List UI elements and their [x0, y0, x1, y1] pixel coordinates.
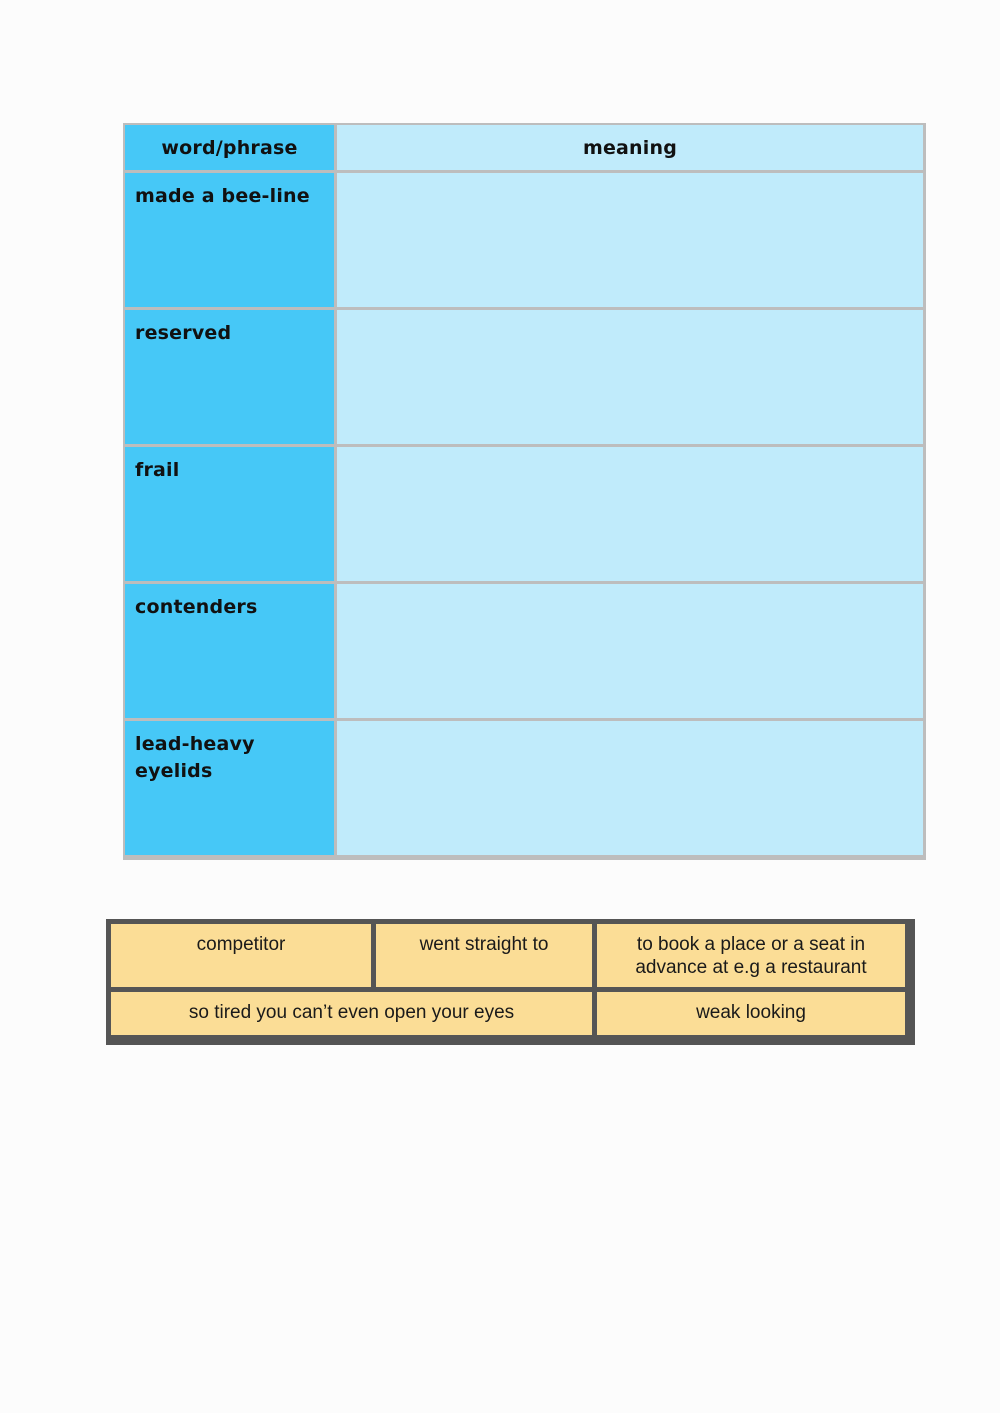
meaning-drop-zone[interactable] — [337, 584, 923, 718]
meaning-drop-zone[interactable] — [337, 173, 923, 307]
answer-chip-weak-looking[interactable]: weak looking — [597, 992, 905, 1035]
answer-bank-row — [111, 992, 910, 1035]
vocabulary-table — [123, 123, 926, 860]
word-cell-lead-heavy-eyelids: lead-heavy eyelids — [125, 721, 334, 855]
word-cell-contenders: contenders — [125, 584, 334, 718]
meaning-drop-zone[interactable] — [337, 310, 923, 444]
answer-bank — [106, 919, 915, 1045]
header-meaning: meaning — [337, 125, 923, 170]
answer-chip-to-book-a-place[interactable]: to book a place or a seat in advance at e.g a restaurant — [597, 924, 905, 987]
answer-chip-so-tired[interactable]: so tired you can’t even open your eyes — [111, 992, 592, 1035]
meaning-drop-zone[interactable] — [337, 721, 923, 855]
header-word-phrase: word/phrase — [125, 125, 334, 170]
word-cell-frail: frail — [125, 447, 334, 581]
word-cell-bee-line: made a bee-line — [125, 173, 334, 307]
answer-chip-competitor[interactable]: competitor — [111, 924, 371, 987]
meaning-drop-zone[interactable] — [337, 447, 923, 581]
answer-bank-row — [111, 924, 910, 987]
answer-chip-went-straight-to[interactable]: went straight to — [376, 924, 592, 987]
word-cell-reserved: reserved — [125, 310, 334, 444]
